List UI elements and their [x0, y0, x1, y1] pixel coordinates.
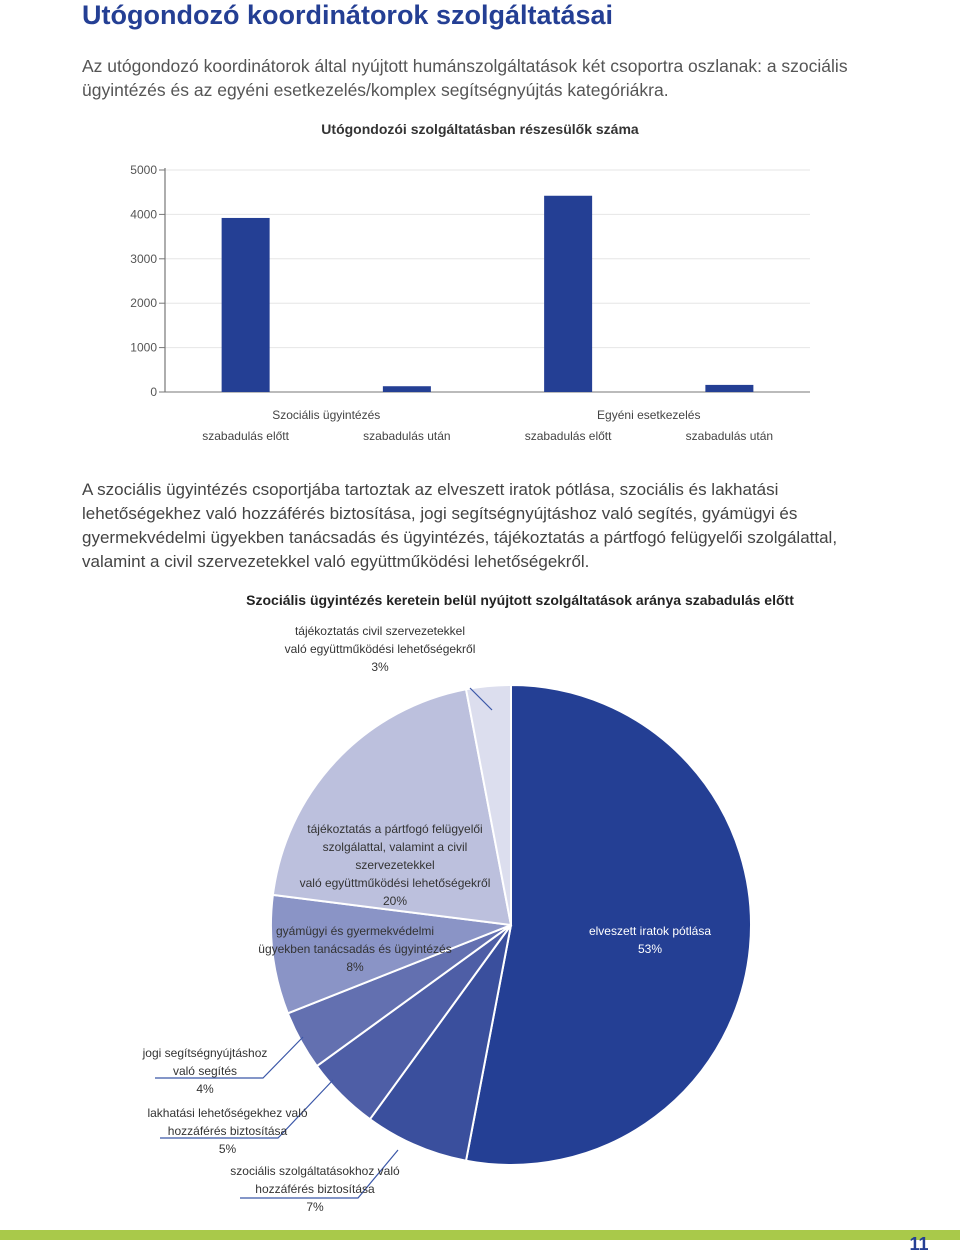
- pie-label-partfogo-line2: szolgálattal, valamint a civil szervezetekkel: [322, 840, 468, 872]
- page-number: 11: [909, 1234, 929, 1254]
- x-category-label: szabadulás után: [363, 429, 451, 443]
- bottom-color-band: [0, 1230, 960, 1240]
- pie-label-partfogo-line1: tájékoztatás a pártfogó felügyelői: [307, 822, 483, 836]
- pie-label-lakhatasi-line2: hozzáférés biztosítása: [167, 1124, 288, 1138]
- pie-label-jogi-pct: 4%: [196, 1082, 214, 1096]
- body-paragraph: A szociális ügyintézés csoportjába tartoztak az elveszett iratok pótlása, szociális és lakhatási lehetőségekhez való hozzáférés biztosítása, jogi segítségnyújtáshoz való segítés, gyámügyi és gyermekvédelmi ügyekben tanácsadás és ügyintézés, tájékoztatás a pártfogó felügyelői szolgálattal, valamint a civil szervezetekkel való együttműködési lehetőségekről.: [82, 480, 838, 571]
- y-tick-label: 3000: [130, 251, 157, 266]
- pie-label-jogi-line2: való segítés: [172, 1064, 238, 1078]
- pie-label-partfogo-pct: 20%: [382, 894, 408, 908]
- y-tick-label: 1000: [130, 340, 157, 355]
- pie-label-jogi: [135, 1044, 275, 1098]
- x-category-label: szabadulás előtt: [524, 429, 612, 443]
- pie-label-jogi-line1: jogi segítségnyújtáshoz: [142, 1046, 268, 1060]
- pie-chart-title: Szociális ügyintézés keretein belül nyújtott szolgáltatások aránya szabadulás előtt: [246, 592, 794, 608]
- pie-label-iratok-pct: 53%: [637, 942, 663, 956]
- pie-label-lakhatasi-pct: 5%: [218, 1142, 237, 1156]
- pie-label-civil-line1: tájékoztatás civil szervezetekkel: [294, 624, 466, 638]
- x-category-label: szabadulás után: [685, 429, 774, 443]
- pie-label-gyamugy-line1: gyámügyi és gyermekvédelmi: [275, 924, 435, 938]
- x-group-label: Egyéni esetkezelés: [597, 408, 701, 422]
- pie-label-iratok-line1: elveszett iratok pótlása: [588, 924, 712, 938]
- pie-label-iratok: [560, 922, 740, 958]
- pie-label-szocialis-line2: hozzáférés biztosítása: [255, 1182, 375, 1196]
- x-category-label: szabadulás előtt: [202, 429, 289, 443]
- pie-label-szocialis: [225, 1162, 405, 1216]
- pie-label-partfogo-line3: való együttműködési lehetőségekről: [299, 876, 491, 890]
- pie-label-partfogo: [285, 820, 505, 910]
- pie-label-civil-pct: 3%: [371, 660, 389, 674]
- pie-label-gyamugy: [250, 922, 460, 976]
- pie-label-gyamugy-pct: 8%: [346, 960, 364, 974]
- y-tick-label: 4000: [130, 207, 157, 222]
- pie-label-szocialis-pct: 7%: [306, 1200, 324, 1214]
- y-tick-label: 5000: [130, 163, 157, 177]
- pie-label-lakhatasi-line1: lakhatási lehetőségekhez való: [147, 1106, 308, 1120]
- y-tick-label: 0: [150, 385, 157, 399]
- x-group-label: Szociális ügyintézés: [272, 408, 381, 422]
- pie-label-civil: [270, 622, 490, 676]
- intro-paragraph: Az utógondozó koordinátorok által nyújtott humánszolgáltatások két csoportra oszlanak: a szociális ügyintézés és az egyéni esetkezelés/komplex segítségnyújtás kategóriákra.: [82, 56, 848, 100]
- page-title: Utógondozó koordinátorok szolgáltatásai: [82, 0, 614, 30]
- pie-label-civil-line2: való együttműködési lehetőségekről: [284, 642, 476, 656]
- pie-label-lakhatasi: [140, 1104, 315, 1158]
- bar-chart-title: Utógondozói szolgáltatásban részesülők száma: [321, 121, 639, 137]
- pie-label-gyamugy-line2: ügyekben tanácsadás és ügyintézés: [258, 942, 452, 956]
- pie-label-szocialis-line1: szociális szolgáltatásokhoz való: [230, 1164, 400, 1178]
- y-tick-label: 2000: [130, 296, 157, 311]
